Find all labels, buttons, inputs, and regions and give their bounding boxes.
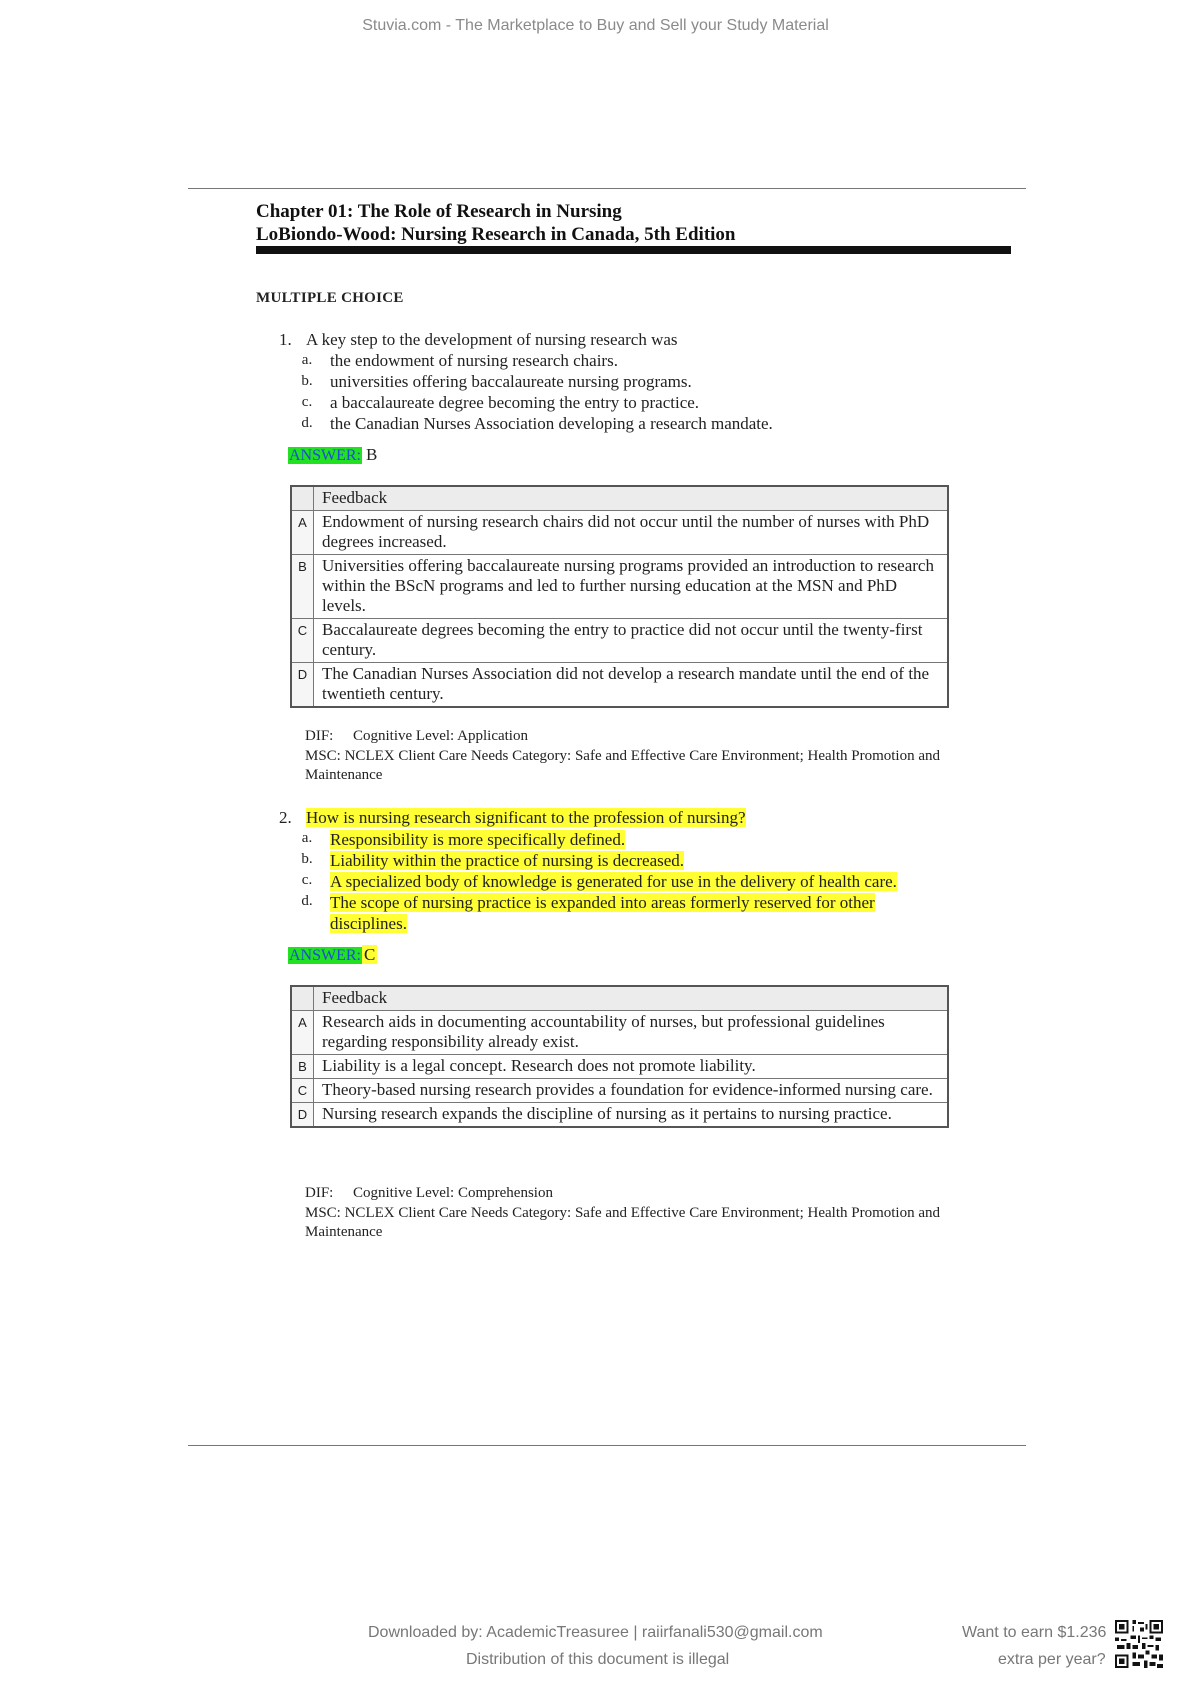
feedback-letter: A: [291, 1011, 314, 1055]
chapter-title-block: [256, 200, 736, 246]
question-text: How is nursing research significant to the profession of nursing?: [306, 808, 746, 827]
title-rule: [256, 246, 1011, 254]
option-letter: c.: [301, 394, 313, 410]
feedback-row: [291, 619, 948, 663]
feedback-letter: D: [291, 663, 314, 708]
feedback-letter: B: [291, 1055, 314, 1079]
question-metadata: [305, 1184, 1005, 1243]
option-text: the endowment of nursing research chairs.: [330, 351, 618, 370]
feedback-letter: D: [291, 1103, 314, 1128]
site-header: Stuvia.com - The Marketplace to Buy and Sell your Study Material: [362, 17, 829, 34]
option-letter: d.: [301, 893, 313, 909]
msc-line: MSC: NCLEX Client Care Needs Category: Safe and Effective Care Environment; Health Promotion and Maintenance: [305, 1204, 940, 1240]
option-text: A specialized body of knowledge is generated for use in the delivery of health care.: [330, 872, 897, 891]
answer-value: B: [366, 445, 378, 464]
dif-line: [305, 727, 1005, 747]
qr-code-icon[interactable]: [1115, 1620, 1163, 1668]
question-metadata: [305, 727, 1005, 786]
footer-earn-link[interactable]: Want to earn $1.236: [962, 1624, 1107, 1641]
bottom-rule: [188, 1445, 1026, 1446]
option-letter: b.: [301, 373, 313, 389]
option-letter: a.: [301, 352, 313, 368]
feedback-row: [291, 1103, 948, 1128]
answer-line: [288, 945, 377, 965]
option-text: Responsibility is more specifically defined.: [330, 830, 626, 849]
chapter-title: Chapter 01: The Role of Research in Nursing: [256, 201, 622, 222]
question-number: 2.: [279, 808, 292, 827]
feedback-header-blank: [291, 486, 314, 511]
option-letter: d.: [301, 415, 313, 431]
feedback-text: Baccalaureate degrees becoming the entry to practice did not occur until the twenty-first century.: [314, 619, 949, 663]
feedback-letter: A: [291, 511, 314, 555]
option-letter: c.: [301, 872, 313, 888]
option-text: the Canadian Nurses Association developing a research mandate.: [330, 414, 773, 433]
answer-label: ANSWER:: [289, 447, 361, 464]
feedback-row: [291, 1011, 948, 1055]
option-text: The scope of nursing practice is expanded into areas formerly reserved for other: [330, 893, 875, 912]
top-rule: [188, 188, 1026, 189]
dif-line: [305, 1184, 1005, 1204]
feedback-header-row: [291, 986, 948, 1011]
feedback-header-row: [291, 486, 948, 511]
option-letter: a.: [301, 830, 313, 846]
msc-line: MSC: NCLEX Client Care Needs Category: Safe and Effective Care Environment; Health Promotion and Maintenance: [305, 747, 940, 783]
option-text: Liability within the practice of nursing is decreased.: [330, 851, 685, 870]
feedback-row: [291, 1079, 948, 1103]
feedback-header: Feedback: [314, 986, 949, 1011]
book-title: LoBiondo-Wood: Nursing Research in Canada, 5th Edition: [256, 224, 736, 245]
option-letter: b.: [301, 851, 313, 867]
option-text-continued: disciplines.: [330, 914, 407, 933]
dif-value: Cognitive Level: Application: [353, 728, 528, 744]
footer-distribution-notice: Distribution of this document is illegal: [466, 1651, 730, 1668]
feedback-row: [291, 555, 948, 619]
feedback-text: Universities offering baccalaureate nursing programs provided an introduction to research within the BScN programs and led to further nursing education at the MSN and PhD levels.: [314, 555, 949, 619]
option-text: a baccalaureate degree becoming the entry to practice.: [330, 393, 700, 412]
feedback-row: [291, 1055, 948, 1079]
feedback-text: Nursing research expands the discipline of nursing as it pertains to nursing practice.: [314, 1103, 949, 1128]
option-text: universities offering baccalaureate nursing programs.: [330, 372, 692, 391]
feedback-text: Research aids in documenting accountability of nurses, but professional guidelines regarding responsibility already exist.: [314, 1011, 949, 1055]
dif-label: DIF:: [305, 728, 334, 744]
answer-value: C: [364, 945, 376, 964]
feedback-header: Feedback: [314, 486, 949, 511]
question-number: 1.: [279, 330, 292, 349]
footer-earn-link-line2[interactable]: extra per year?: [998, 1651, 1106, 1668]
feedback-header-blank: [291, 986, 314, 1011]
feedback-text: Endowment of nursing research chairs did not occur until the number of nurses with PhD degrees increased.: [314, 511, 949, 555]
feedback-text: The Canadian Nurses Association did not develop a research mandate until the end of the twentieth century.: [314, 663, 949, 708]
feedback-letter: B: [291, 555, 314, 619]
answer-label: ANSWER:: [289, 947, 361, 964]
dif-value: Cognitive Level: Comprehension: [353, 1185, 553, 1201]
feedback-table: [290, 985, 949, 1128]
feedback-letter: C: [291, 619, 314, 663]
section-heading: MULTIPLE CHOICE: [256, 290, 404, 306]
question-text: A key step to the development of nursing research was: [306, 330, 678, 349]
feedback-row: [291, 511, 948, 555]
feedback-row: [291, 663, 948, 708]
feedback-text: Liability is a legal concept. Research does not promote liability.: [314, 1055, 949, 1079]
feedback-table: [290, 485, 949, 708]
dif-label: DIF:: [305, 1185, 334, 1201]
answer-line: [288, 445, 377, 465]
feedback-letter: C: [291, 1079, 314, 1103]
feedback-text: Theory-based nursing research provides a foundation for evidence-informed nursing care.: [314, 1079, 949, 1103]
footer-downloaded-by: Downloaded by: AcademicTreasuree | raiirfanali530@gmail.com: [368, 1624, 823, 1641]
